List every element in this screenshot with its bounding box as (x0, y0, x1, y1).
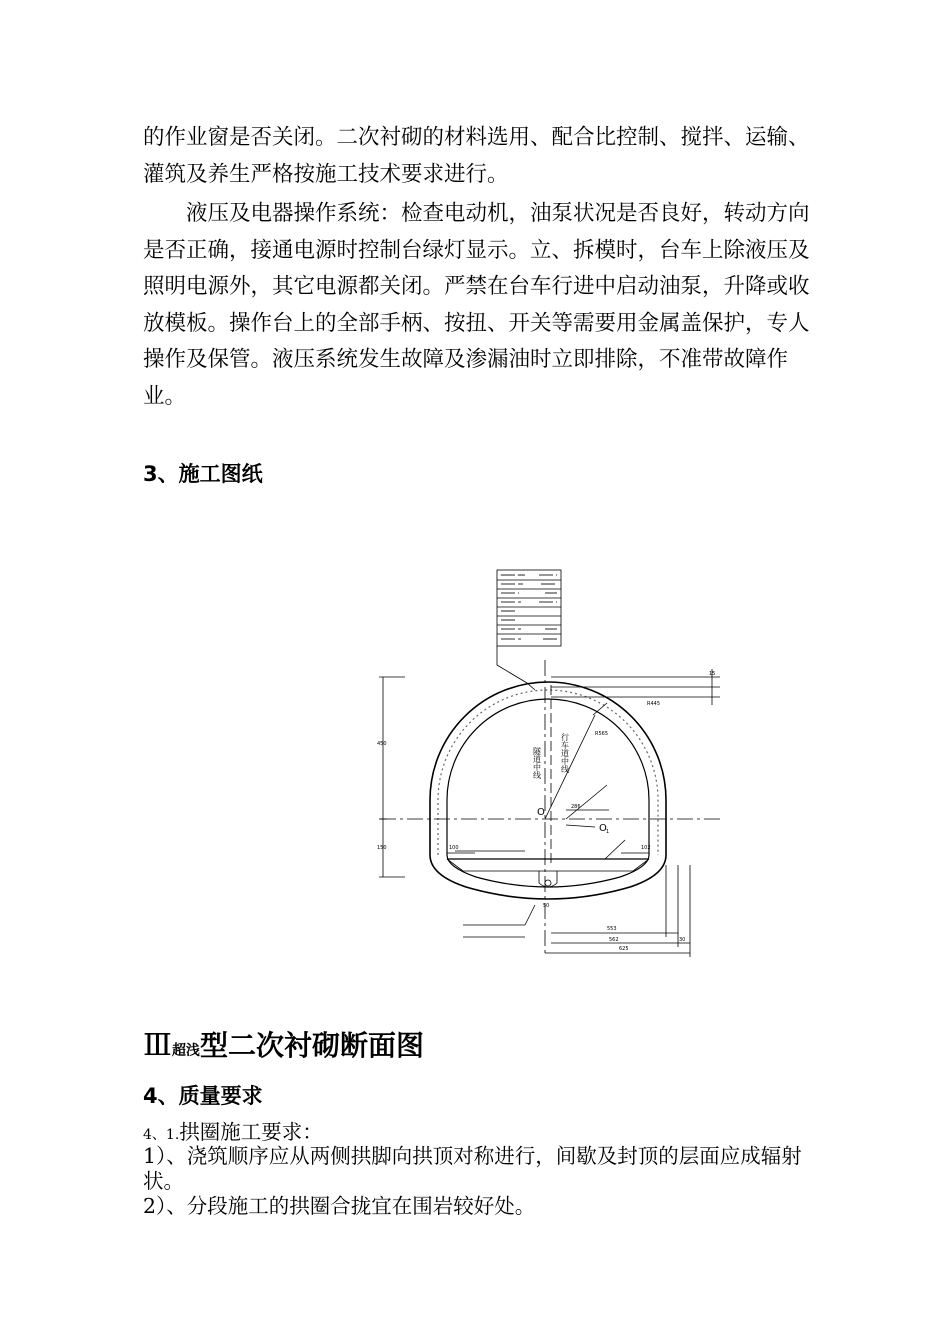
list-item-text: 拱圈施工要求： (179, 1120, 323, 1144)
label-tunnel-center: 隧道中线 (532, 747, 542, 779)
list-item-pouring-order: 1）、浇筑顺序应从两侧拱脚向拱顶对称进行，间歇及封顶的层面应成辐射状。 (143, 1144, 802, 1193)
dim-left-150: 150 (377, 845, 387, 851)
label-radius-upper: R565 (595, 731, 609, 737)
dim-286: 286 (571, 804, 581, 810)
heading-quality-requirements: 4、质量要求 (143, 1084, 263, 1108)
tunnel-cross-section-drawing (375, 565, 725, 957)
dim-bottom-553: 553 (607, 926, 617, 932)
caption-small-text: 超浅 (171, 1043, 200, 1059)
paragraph-lining-materials: 的作业窗是否关闭。二次衬砌的材料选用、配合比控制、搅拌、运输、灌筑及养生严格按施工技术要求进行。 (143, 125, 810, 187)
legend-table (497, 570, 561, 646)
svg-text:◦◦◦◦◦◦ ◦◦◦: ◦◦◦◦◦◦ ◦◦◦ (499, 574, 525, 579)
label-o-left: O (537, 807, 545, 818)
dim-15: 15 (709, 671, 716, 677)
caption-roman-numeral: Ⅲ (143, 1028, 172, 1063)
label-radius-side: R445 (647, 701, 661, 707)
dim-50: 50 (543, 903, 550, 909)
list-item-prefix: 4、1. (143, 1127, 180, 1143)
dim-102: 102 (641, 845, 651, 851)
dim-bottom-total: 625 (619, 946, 629, 952)
figure-caption (143, 1024, 424, 1064)
dim-bottom-562: 562 (609, 937, 619, 943)
dim-bottom-30: 30 (679, 937, 686, 943)
caption-title: 型二次衬砌断面图 (199, 1029, 424, 1062)
paragraph-hydraulic-system: 液压及电器操作系统：检查电动机，油泵状况是否良好，转动方向是否正确，接通电源时控制台绿灯显示。立、拆模时，台车上除液压及照明电源外，其它电源都关闭。严禁在台车行进中启动油泵，升降或收放模板。操作台上的全部手柄、按扭、开关等需要用金属盖保护，专人操作及保管。液压系统发生故障及渗漏油时立即排除，不准带故障作业。 (143, 201, 810, 409)
dim-left-450: 450 (377, 741, 387, 747)
label-o-subscript: 1 (606, 829, 610, 835)
label-o-right: O (599, 823, 607, 834)
list-item-closure-location: 2）、分段施工的拱圈合拢宜在围岩较好处。 (143, 1194, 536, 1218)
label-lane-center: 行车道中线 (560, 733, 570, 773)
heading-construction-drawings: 3、施工图纸 (143, 462, 263, 486)
dim-100: 100 (449, 845, 459, 851)
